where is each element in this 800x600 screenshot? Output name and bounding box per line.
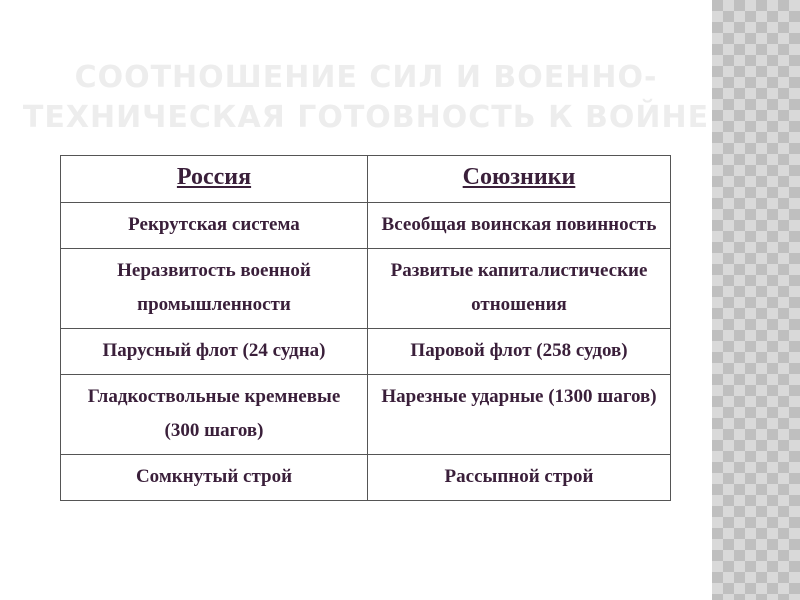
decorative-side-pattern: [712, 0, 800, 600]
cell-russia: Рекрутская система: [61, 203, 368, 249]
cell-russia: Неразвитость военной промышленности: [61, 249, 368, 329]
cell-russia: Сомкнутый строй: [61, 455, 368, 501]
slide-title-line-1: СООТНОШЕНИЕ СИЛ И ВОЕННО-: [74, 60, 658, 95]
cell-russia: Гладкоствольные кремневые (300 шагов): [61, 375, 368, 455]
cell-allies: Паровой флот (258 судов): [368, 329, 671, 375]
cell-allies: Развитые капиталистические отношения: [368, 249, 671, 329]
cell-allies: Нарезные ударные (1300 шагов): [368, 375, 671, 455]
cell-allies: Рассыпной строй: [368, 455, 671, 501]
slide-title-line-2: ТЕХНИЧЕСКАЯ ГОТОВНОСТЬ К ВОЙНЕ: [22, 100, 710, 135]
table-row: [61, 329, 671, 375]
table-row: [61, 249, 671, 329]
slide-title: [20, 58, 712, 138]
comparison-table: [60, 155, 671, 501]
header-allies: Союзники: [368, 156, 671, 203]
table-row: [61, 203, 671, 249]
table-row: [61, 375, 671, 455]
table-row: [61, 455, 671, 501]
table-header-row: [61, 156, 671, 203]
cell-allies: Всеобщая воинская повинность: [368, 203, 671, 249]
cell-russia: Парусный флот (24 судна): [61, 329, 368, 375]
header-russia: Россия: [61, 156, 368, 203]
